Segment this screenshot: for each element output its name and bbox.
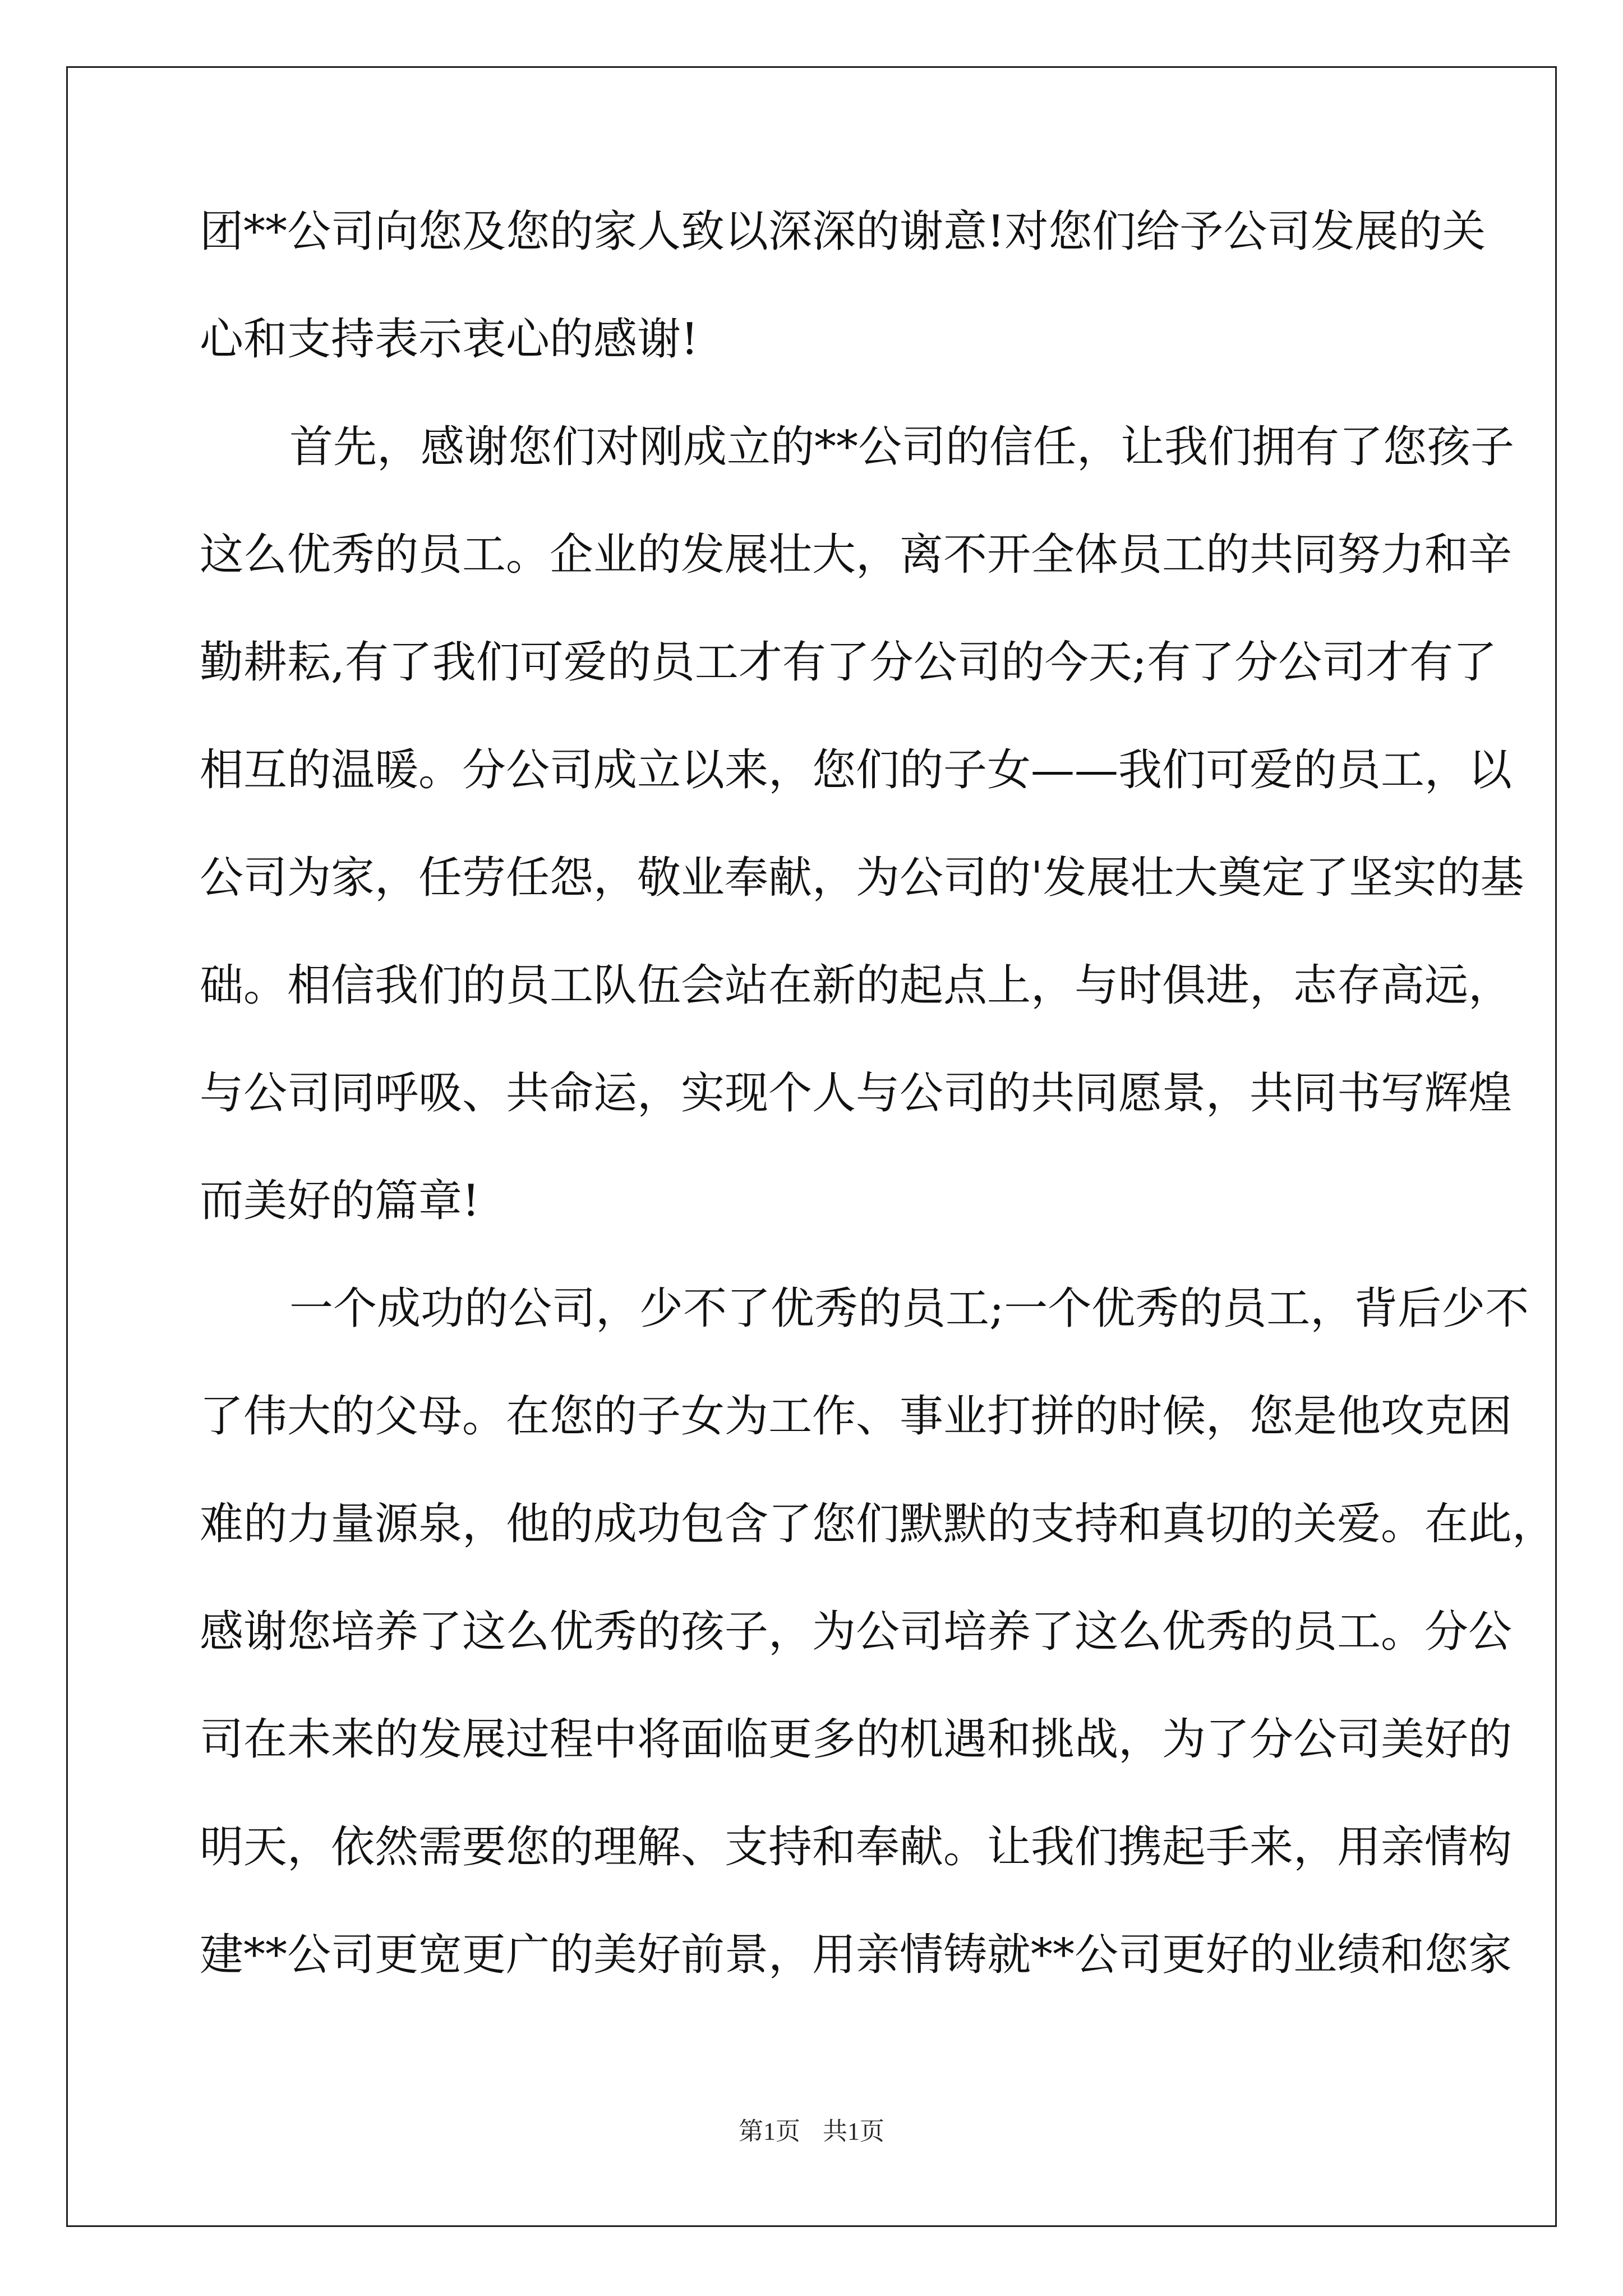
text-line: 公司为家，任劳任怨，敬业奉献，为公司的'发展壮大奠定了坚实的基 [200,853,1524,903]
text-line: 心和支持表示衷心的感谢! [200,314,699,365]
text-line: 而美好的篇章! [200,1176,480,1226]
text-line: 难的力量源泉，他的成功包含了您们默默的支持和真切的关爱。在此， [200,1499,1556,1549]
page-total: 共1页 [823,2118,884,2145]
text-line: 勤耕耘,有了我们可爱的员工才有了分公司的今天;有了分公司才有了 [200,637,1497,688]
page-number: 第1页 [739,2118,800,2145]
text-line: 建**公司更宽更广的美好前景，用亲情铸就**公司更好的业绩和您家 [200,1930,1513,1980]
text-line: 司在未来的发展过程中将面临更多的机遇和挑战，为了分公司美好的 [200,1714,1513,1765]
text-line: 明天，依然需要您的理解、支持和奉献。让我们携起手来，用亲情构 [200,1822,1513,1872]
paragraph-start-line: 首先，感谢您们对刚成立的**公司的信任，让我们拥有了您孩子 [289,422,1515,472]
text-line: 了伟大的父母。在您的子女为工作、事业打拼的时候，您是他攻克困 [200,1391,1513,1442]
page-footer [0,2118,1623,2146]
text-line: 这么优秀的员工。企业的发展壮大，离不开全体员工的共同努力和辛 [200,530,1513,580]
paragraph-start-line: 一个成功的公司，少不了优秀的员工;一个优秀的员工，背后少不 [289,1283,1529,1334]
text-line: 础。相信我们的员工队伍会站在新的起点上，与时俱进，志存高远， [200,960,1513,1011]
text-line: 感谢您培养了这么优秀的孩子，为公司培养了这么优秀的员工。分公 [200,1607,1513,1657]
text-line: 相互的温暖。分公司成立以来，您们的子女——我们可爱的员工，以 [200,745,1513,795]
document-body [200,206,1556,2039]
text-line: 团**公司向您及您的家人致以深深的谢意!对您们给予公司发展的关 [200,206,1486,257]
text-line: 与公司同呼吸、共命运，实现个人与公司的共同愿景，共同书写辉煌 [200,1068,1513,1119]
